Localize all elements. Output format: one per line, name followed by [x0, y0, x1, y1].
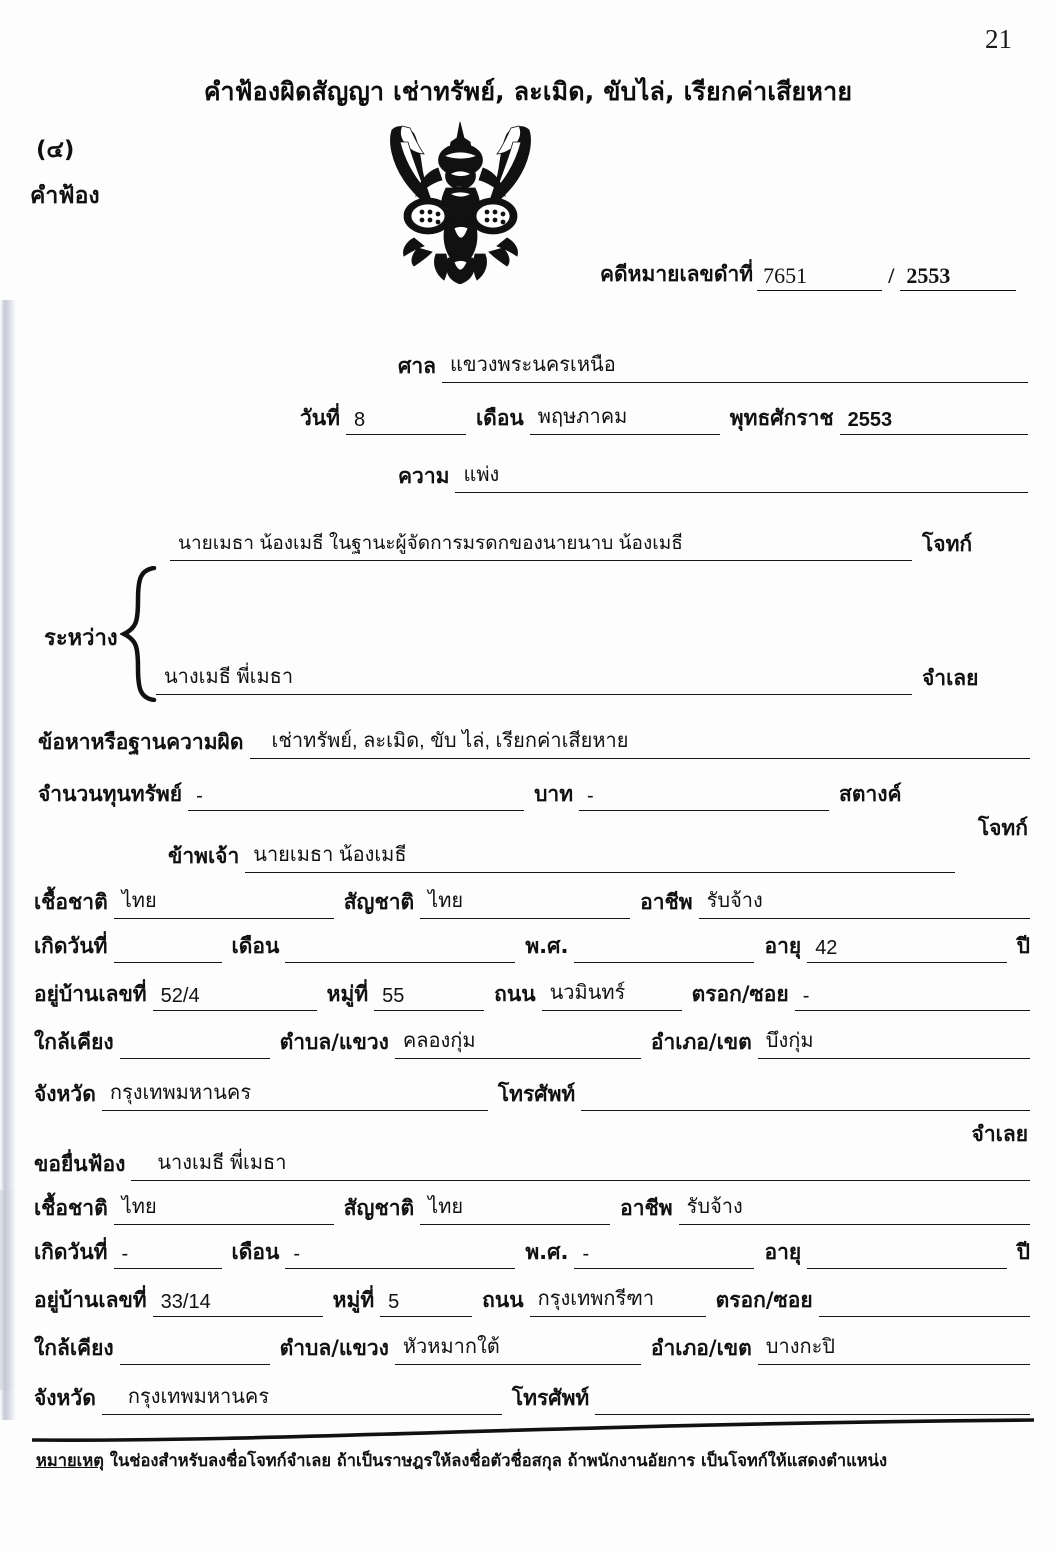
between-label: ระหว่าง	[44, 626, 118, 651]
case-number-separator: /	[888, 263, 895, 288]
defendant-province-row	[34, 1380, 1030, 1415]
plaintiff-birthmonth-value[interactable]	[285, 939, 515, 963]
case-number-label: คดีหมายเลขดำที่	[600, 262, 754, 286]
defendant-district-value[interactable]: บางกะปิ	[758, 1330, 1030, 1365]
plaintiff-self-label: ข้าพเจ้า	[168, 844, 240, 868]
defendant-name-value[interactable]: นางเมธี พี่เมธา	[156, 660, 912, 695]
document-title: คำฟ้องผิดสัญญา เช่าทรัพย์, ละเมิด, ขับไล่, เรียกค่าเสียหาย	[203, 77, 853, 106]
defendant-house-no-label: อยู่บ้านเลขที่	[34, 1288, 147, 1312]
defendant-age-unit: ปี	[1016, 1240, 1030, 1264]
defendant-identity-row	[34, 1190, 1030, 1225]
plaintiff-identity-row	[34, 884, 1030, 919]
page-number: 21	[985, 24, 1012, 54]
date-month-label: เดือน	[476, 406, 524, 430]
plaintiff-province-label: จังหวัด	[34, 1082, 96, 1106]
footnote	[36, 1448, 1036, 1474]
matter-value[interactable]: แพ่ง	[455, 458, 1028, 493]
plaintiff-birthdate-label: เกิดวันที่	[34, 934, 108, 958]
capital-row	[38, 778, 1030, 811]
plaintiff-occupation-label: อาชีพ	[640, 890, 693, 914]
defendant-birthdate-value[interactable]: -	[114, 1243, 222, 1269]
plaintiff-section-role-label: โจทก์	[977, 816, 1028, 840]
defendant-subdistrict-value[interactable]: หัวหมากใต้	[395, 1330, 641, 1365]
plaintiff-birthdate-value[interactable]	[114, 939, 222, 963]
defendant-birthmonth-value[interactable]: -	[285, 1243, 515, 1269]
date-day-label: วันที่	[300, 406, 340, 430]
capital-baht-value[interactable]: -	[188, 785, 524, 811]
plaintiff-house-no-value[interactable]: 52/4	[153, 985, 317, 1011]
defendant-sue-name-value[interactable]: นางเมธี พี่เมธา	[131, 1146, 1030, 1181]
defendant-role-label: จำเลย	[922, 666, 979, 690]
defendant-address-row	[34, 1282, 1030, 1317]
plaintiff-nationality-label: สัญชาติ	[343, 890, 415, 914]
defendant-ethnicity-label: เชื้อชาติ	[34, 1196, 108, 1220]
capital-satang-value[interactable]: -	[579, 785, 829, 811]
defendant-birthyear-label: พ.ศ.	[525, 1240, 569, 1264]
plaintiff-age-label: อายุ	[764, 934, 802, 958]
defendant-birthmonth-label: เดือน	[231, 1240, 280, 1264]
plaintiff-self-row	[168, 838, 1030, 873]
defendant-ethnicity-value[interactable]: ไทย	[114, 1190, 334, 1225]
defendant-section-role-label: จำเลย	[971, 1122, 1028, 1146]
court-value[interactable]: แขวงพระนครเหนือ	[442, 348, 1028, 383]
plaintiff-birthyear-value[interactable]	[574, 939, 754, 963]
defendant-locality-row	[34, 1330, 1030, 1365]
defendant-age-value[interactable]	[807, 1245, 1006, 1269]
date-day-value[interactable]: 8	[346, 409, 466, 435]
defendant-district-label: อำเภอ/เขต	[650, 1336, 752, 1360]
plaintiff-name-value[interactable]: นายเมธา น้องเมธี ในฐานะผู้จัดการมรดกของนายนาบ น้องเมธี	[170, 528, 912, 561]
case-year-value[interactable]: 2553	[900, 263, 1016, 291]
footnote-text: ในช่องสำหรับลงชื่อโจทก์จำเลย ถ้าเป็นราษฎรให้ลงชื่อตัวชื่อสกุล ถ้าพนักงานอัยการ เป็นโจทก์ให้แสดงตำแหน่ง	[109, 1451, 888, 1470]
defendant-occupation-label: อาชีพ	[620, 1196, 673, 1220]
plaintiff-near-label: ใกล้เคียง	[34, 1030, 114, 1054]
plaintiff-ethnicity-label: เชื้อชาติ	[34, 890, 108, 914]
scan-shadow-left	[0, 300, 16, 1420]
capital-satang-label: สตางค์	[839, 782, 902, 806]
plaintiff-district-label: อำเภอ/เขต	[650, 1030, 752, 1054]
plaintiff-birthmonth-label: เดือน	[231, 934, 280, 958]
date-row	[300, 400, 1028, 435]
defendant-birthyear-value[interactable]: -	[574, 1243, 754, 1269]
case-number-value[interactable]: 7651	[757, 263, 882, 291]
defendant-nationality-label: สัญชาติ	[343, 1196, 415, 1220]
plaintiff-subdistrict-value[interactable]: คลองกุ่ม	[395, 1024, 641, 1059]
plaintiff-subdistrict-label: ตำบล/แขวง	[279, 1030, 389, 1054]
defendant-sue-label: ขอยื่นฟ้อง	[34, 1152, 126, 1176]
charge-row	[38, 724, 1030, 759]
plaintiff-self-name-value[interactable]: นายเมธา น้องเมธี	[245, 838, 955, 873]
plaintiff-phone-label: โทรศัพท์	[497, 1082, 576, 1106]
capital-label: จำนวนทุนทรัพย์	[38, 782, 183, 806]
defendant-province-value[interactable]: กรุงเทพมหานคร	[102, 1380, 502, 1415]
date-month-value[interactable]: พฤษภาคม	[530, 400, 720, 435]
court-row	[398, 348, 1028, 383]
plaintiff-occupation-value[interactable]: รับจ้าง	[699, 884, 1030, 919]
plaintiff-birth-row	[34, 930, 1030, 963]
plaintiff-soi-label: ตรอก/ซอย	[691, 982, 789, 1006]
defendant-moo-label: หมู่ที่	[332, 1288, 375, 1312]
charge-label: ข้อหาหรือฐานความผิด	[38, 730, 244, 754]
defendant-soi-value[interactable]	[819, 1293, 1030, 1317]
plaintiff-address-row	[34, 976, 1030, 1011]
footnote-label: หมายเหตุ	[36, 1451, 104, 1470]
scan-shadow-left-lower	[0, 1190, 14, 1390]
defendant-moo-value[interactable]: 5	[380, 1291, 472, 1317]
defendant-nationality-value[interactable]: ไทย	[420, 1190, 610, 1225]
defendant-birthdate-label: เกิดวันที่	[34, 1240, 108, 1264]
form-kind-label: คำฟ้อง	[30, 183, 100, 209]
defendant-road-value[interactable]: กรุงเทพกรีฑา	[530, 1282, 706, 1317]
defendant-near-label: ใกล้เคียง	[34, 1336, 114, 1360]
defendant-subdistrict-label: ตำบล/แขวง	[279, 1336, 389, 1360]
plaintiff-moo-label: หมู่ที่	[326, 982, 369, 1006]
form-code: (๔)	[36, 137, 75, 163]
defendant-phone-value[interactable]	[595, 1391, 1030, 1415]
plaintiff-soi-value[interactable]: -	[795, 985, 1030, 1011]
defendant-near-value[interactable]	[120, 1341, 270, 1365]
defendant-phone-label: โทรศัพท์	[511, 1386, 590, 1410]
plaintiff-phone-value[interactable]	[581, 1087, 1030, 1111]
defendant-road-label: ถนน	[482, 1288, 524, 1312]
plaintiff-age-unit: ปี	[1016, 934, 1030, 958]
plaintiff-house-no-label: อยู่บ้านเลขที่	[34, 982, 147, 1006]
plaintiff-locality-row	[34, 1024, 1030, 1059]
plaintiff-name-row	[170, 528, 1030, 561]
date-year-value[interactable]: 2553	[840, 409, 1028, 435]
plaintiff-moo-value[interactable]: 55	[374, 985, 484, 1011]
plaintiff-province-row	[34, 1076, 1030, 1111]
plaintiff-road-value[interactable]: นวมินทร์	[542, 976, 682, 1011]
defendant-name-row	[156, 660, 1030, 695]
plaintiff-province-value[interactable]: กรุงเทพมหานคร	[102, 1076, 488, 1111]
plaintiff-role-label: โจทก์	[922, 532, 973, 556]
matter-row	[398, 458, 1028, 493]
defendant-age-label: อายุ	[764, 1240, 802, 1264]
footnote-divider	[30, 1418, 1036, 1444]
defendant-occupation-value[interactable]: รับจ้าง	[679, 1190, 1030, 1225]
defendant-soi-label: ตรอก/ซอย	[715, 1288, 813, 1312]
matter-label: ความ	[398, 464, 450, 488]
plaintiff-nationality-value[interactable]: ไทย	[420, 884, 630, 919]
defendant-birth-row	[34, 1236, 1030, 1269]
date-year-label: พุทธศักราช	[729, 406, 834, 430]
defendant-sue-row	[34, 1146, 1030, 1181]
plaintiff-age-value[interactable]: 42	[807, 937, 1006, 963]
plaintiff-ethnicity-value[interactable]: ไทย	[114, 884, 334, 919]
capital-baht-label: บาท	[534, 782, 574, 806]
party-brace	[120, 566, 160, 702]
court-label: ศาล	[398, 354, 436, 378]
defendant-province-label: จังหวัด	[34, 1386, 96, 1410]
case-number-row	[600, 258, 1020, 291]
plaintiff-near-value[interactable]	[120, 1035, 270, 1059]
defendant-house-no-value[interactable]: 33/14	[153, 1291, 323, 1317]
plaintiff-road-label: ถนน	[494, 982, 536, 1006]
plaintiff-district-value[interactable]: บึงกุ่ม	[758, 1024, 1030, 1059]
plaintiff-birthyear-label: พ.ศ.	[525, 934, 569, 958]
charge-value[interactable]: เช่าทรัพย์, ละเมิด, ขับ ไล่, เรียกค่าเสียหาย	[250, 724, 1031, 759]
garuda-emblem	[378, 112, 543, 284]
